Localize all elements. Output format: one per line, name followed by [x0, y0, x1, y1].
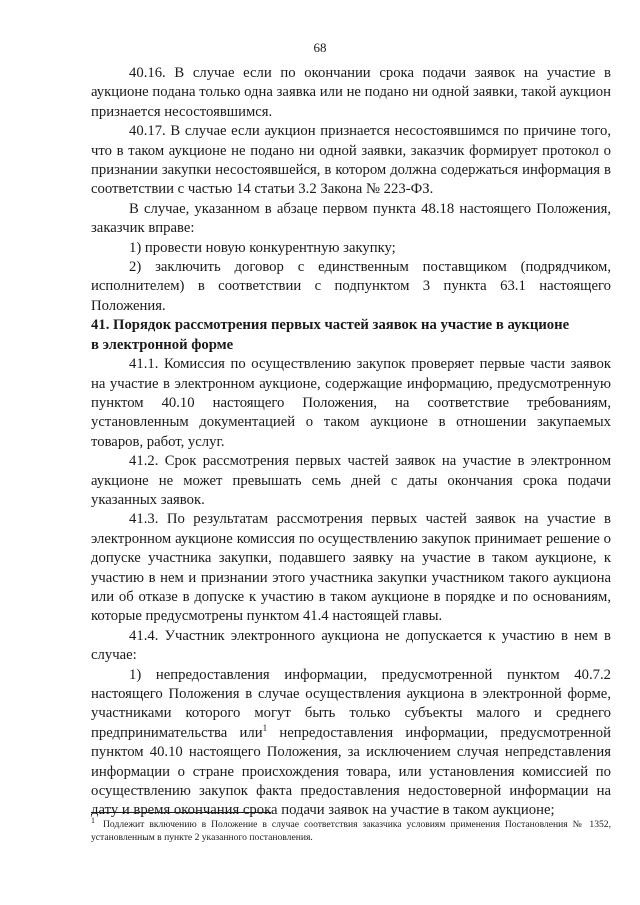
paragraph-41-3: 41.3. По результатам рассмотрения первых частей заявок на участие в электронном аукционе комиссия по осуществлению закупок принимает решение о допуске участника закупки, подавшего заявку на участие в таком аукционе, к участию в нем и признании этого участника закупки участником такого аукциона или об отказе в допуске к участию в таком аукционе в порядке и по основаниям, которые предусмотрены пунктом 41.4 настоящей главы.	[91, 511, 611, 625]
list-item-text-before-footnote: 1) непредоставления информации, предусмотренной пунктом 40.7.2 настоящего Положения в случае осуществления аукциона в электронной форме, участниками которого могут быть только субъекты малого и среднего предпринимательства или	[91, 666, 611, 741]
paragraph-40-16: 40.16. В случае если по окончании срока подачи заявок на участие в аукционе подана только одна заявка или не подано ни одной заявки, такой аукцион признается несостоявшимся.	[91, 65, 611, 120]
paragraph-41-4: 41.4. Участник электронного аукциона не допускается к участию в нем в случае:	[91, 627, 611, 664]
document-body	[91, 64, 611, 821]
list-item-non-provision	[91, 666, 611, 821]
footnote	[91, 815, 611, 844]
list-item-new-procurement: 1) провести новую конкурентную закупку;	[129, 239, 396, 256]
page-number: 68	[313, 40, 327, 55]
footnote-divider	[91, 812, 271, 813]
list-item-text-after-footnote: непредоставления информации, предусмотренной пунктом 40.10 настоящего Положения, за исключением случая непредставления информации о стране происхождения товара, или установления комиссией по осуществлению закупок факта предоставления недостоверной информации на дату и время окончания срока подачи заявок на участие в таком аукционе;	[91, 724, 611, 819]
footnote-reference[interactable]: 1	[262, 722, 268, 733]
list-item-single-supplier: 2) заключить договор с единственным поставщиком (подрядчиком, исполнителем) в соответствии с подпунктом 3 пункта 63.1 настоящего Положения.	[91, 259, 611, 314]
footnote-text: Подлежит включению в Положение в случае соответствия заказчика условиям применения Постановления № 1352, установленным в пункте 2 указанного постановления.	[91, 819, 611, 843]
section-heading-41	[91, 316, 611, 355]
paragraph-case-48-18: В случае, указанном в абзаце первом пункта 48.18 настоящего Положения, заказчик вправе:	[91, 200, 611, 237]
paragraph-41-1: 41.1. Комиссия по осуществлению закупок проверяет первые части заявок на участие в электронном аукционе, содержащие информацию, предусмотренную пунктом 40.10 настоящего Положения, на соответствие требованиям, установленным документацией о таком аукционе в отношении закупаемых товаров, работ, услуг.	[91, 356, 611, 450]
footnote-mark: 1	[91, 815, 95, 825]
section-heading-line1: 41. Порядок рассмотрения первых частей заявок на участие в аукционе	[91, 317, 570, 334]
section-heading-line2: в электронной форме	[91, 336, 234, 353]
paragraph-40-17: 40.17. В случае если аукцион признается несостоявшимся по причине того, что в таком аукционе не подано ни одной заявки, заказчик формирует протокол о признании закупки несостоявшейся, в котором должна содержаться информация в соответствии с частью 14 статьи 3.2 Закона № 223-ФЗ.	[91, 123, 611, 198]
paragraph-41-2: 41.2. Срок рассмотрения первых частей заявок на участие в электронном аукционе не может превышать семь дней с даты окончания срока подачи указанных заявок.	[91, 453, 611, 508]
